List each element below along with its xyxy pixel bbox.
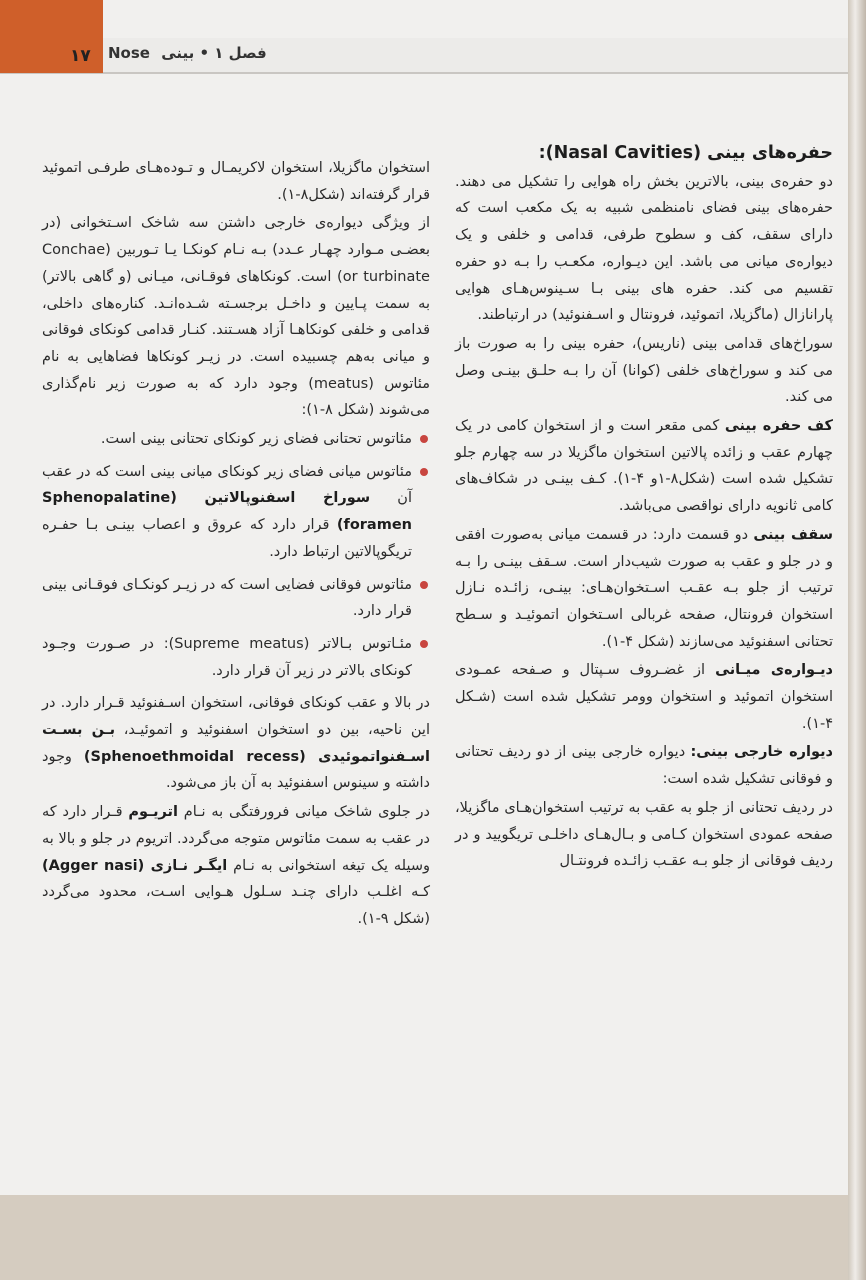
term-sphenoethmoidal-recess: بـن بسـت اسـفنواتموئیدی (Sphenoethmoidal recess)	[42, 722, 430, 765]
text-septum: از غضـروف سـپتال و صـفحه عمـودی استخوان اتموئید و استخوان وومر تشکیل شده است (شـکل ۴-۱).	[455, 662, 833, 732]
paragraph-nares: سوراخ‌های قدامی بینی (ناریس)، حفره بینی را به صورت باز می کند و سوراخ‌های خلفی (کوانا) آن را بـه حلـق بینـی وصل می کند.	[455, 335, 833, 406]
paragraph-lateral-wall	[455, 739, 833, 792]
running-head	[108, 44, 267, 62]
list-item: مئاتوس فوقانی فضایی است که در زیـر کونکـای فوقـانی بینی قرار دارد.	[42, 572, 430, 625]
term-agger-nasi: ایگـر نـازی (Agger nasi)	[42, 857, 228, 874]
list-item: مئـاتوس بـالاتر (Supreme meatus): در صـورت وجـود کونکای بالاتر در زیر آن قرار دارد.	[42, 631, 430, 684]
paragraph-nasal-floor	[455, 413, 833, 520]
text-middle-meatus-end: قرار دارد که عروق و اعصاب بینـی بـا حفـره تریگوپالاتین ارتباط دارد.	[42, 517, 412, 560]
paragraph-septum	[455, 657, 833, 737]
text-middle-meatus: مئاتوس میانی فضای زیر کونکای میانی بینی است که در عقب آن	[42, 463, 412, 507]
text-atrium-end: کـه اغلـب دارای چنـد سـلول هـوایی اسـت، محدود می‌گردد (شکل ۹-۱).	[42, 884, 430, 927]
running-head-latin: Nose	[108, 44, 150, 62]
right-column	[455, 140, 833, 877]
left-column	[42, 155, 430, 935]
term-lateral-wall: دیواره خارجی بینی:	[690, 744, 833, 761]
term-septum: دیـواره‌ی میـانی	[715, 662, 833, 679]
meatus-list	[42, 426, 430, 684]
page-number: ۱۷	[70, 46, 91, 66]
section-heading-nasal-cavities: حفره‌های بینی (Nasal Cavities):	[538, 143, 833, 163]
paragraph-nasal-roof	[455, 522, 833, 656]
term-nasal-roof: سقف بینی	[753, 526, 833, 543]
text-atrium-middle: قـرار دارد که در عقب به سمت مئاتوس متوجه می‌گردد. اتریوم در جلو و بالا به وسیله یک تیغه استخوانی به نـام	[42, 804, 430, 874]
text-sphenoethmoidal-end: وجود داشته و سینوس اسفنوئید به آن باز می‌شود.	[42, 748, 430, 792]
running-head-persian: فصل ۱ • بینی	[161, 44, 267, 62]
paragraph-lacrimal: استخوان ماگزیلا، استخوان لاکریمـال و تـوده‌هـای طرفـی اتموئید قرار گرفته‌اند (شکل۸-۱).	[42, 160, 430, 203]
paragraph-inferior-row: در ردیف تحتانی از جلو به عقب به ترتیب استخوان‌هـای ماگزیلا، صفحه عمودی استخوان کـامی و بـال‌هـای داخلـی تریگویید و در ردیف فوقانی از جلو بـه عقـب زائـده فرونتـال	[455, 799, 833, 870]
list-item	[42, 459, 430, 566]
term-atrium: اتریـوم	[128, 804, 178, 821]
text-nasal-roof: دو قسمت دارد: در قسمت میانی به‌صورت افقی و در جلو و عقب به صورت شیب‌دار است. سـقف بینـی را بـه ترتیب از جلو بـه عقـب اسـتخوان‌هـای: بینـی، زائـده نـازل استخوان فرونتال، صفحه غربالی اسـتخوان اتموئیـد و سـطح تحتانی اسفنوئید می‌سازند (شکل ۴-۱).	[455, 526, 833, 650]
text-nasal-floor: کمی مقعر است و از استخوان کامی در یک چهارم عقب و زائده پالاتین استخوان ماگزیلا در سه چهارم جلو تشکیل شده است (شکل۸-۱و ۴-۱). کـف بینـی در شکاف‌های کامی ثانویه دارای نواقصی می‌باشد.	[455, 418, 834, 515]
text-lateral-wall: دیواره خارجی بینی از دو ردیف تحتانی و فوقانی تشکیل شده است:	[455, 744, 833, 788]
paragraph-sphenoethmoidal	[42, 690, 430, 797]
paragraph-nasal-cavities: دو حفره‌ی بینی، بالاترین بخش راه هوایی را تشکیل می دهند. حفره‌های بینی فضای نامنظمی شبیه به یک مکعب است که دارای سقف، کف و سطوح طرفی، قدامی و خلفی و یک دیواره‌ی میانی می باشد. این دیـواره، مکعـب را بـه دو حفره تقسیم می کند. حفره های بینی بـا سـینوس‌هـای هوایی پارانازال (ماگزیلا، اتموئید، فرونتال و اسـفنوئید) در ارتباطند.	[455, 173, 833, 324]
paragraph-conchae: از ویژگی دیواره‌ی خارجی داشتن سه شاخک اسـتخوانی (در بعضـی مـوارد چهـار عـدد) بـه نـام کونکـا یـا تـوربین (Conchae or turbinate) است. کونکاهای فوقـانی، میـانی (و گاهی بالاتر) به سمت پـایین و داخـل برجسـته شـده‌انـد. کناره‌های داخلی، قدامی و خلفی کونکاهـا آزاد هسـتند. کنـار قدامی کونکای فوقانی و میانی به‌هم چسبیده است. در زیـر کونکاها فضاهایی به نام مئاتوس (meatus) وجود دارد که به صورت زیر نام‌گذاری می‌شوند (شکل ۸-۱):	[42, 215, 430, 419]
page-edge-shadow	[848, 0, 866, 1280]
list-item: مئاتوس تحتانی فضای زیر کونکای تحتانی بینی است.	[42, 426, 430, 453]
desk-background	[0, 1195, 866, 1280]
text-atrium-start: در جلوی شاخک میانی فرورفتگی به نـام	[177, 804, 430, 821]
paragraph-atrium	[42, 799, 430, 933]
text-sphenoethmoidal-start: در بالا و عقب کونکای فوقانی، استخوان اسـفنوئید قـرار دارد. در این ناحیه، بین دو استخوان اسفنوئید و اتموئیـد،	[42, 695, 430, 739]
term-sphenopalatine-foramen: سوراخ اسفنوپالاتین (Sphenopalatine foramen)	[42, 490, 412, 534]
term-nasal-floor: کف حفره بینی	[724, 418, 833, 435]
